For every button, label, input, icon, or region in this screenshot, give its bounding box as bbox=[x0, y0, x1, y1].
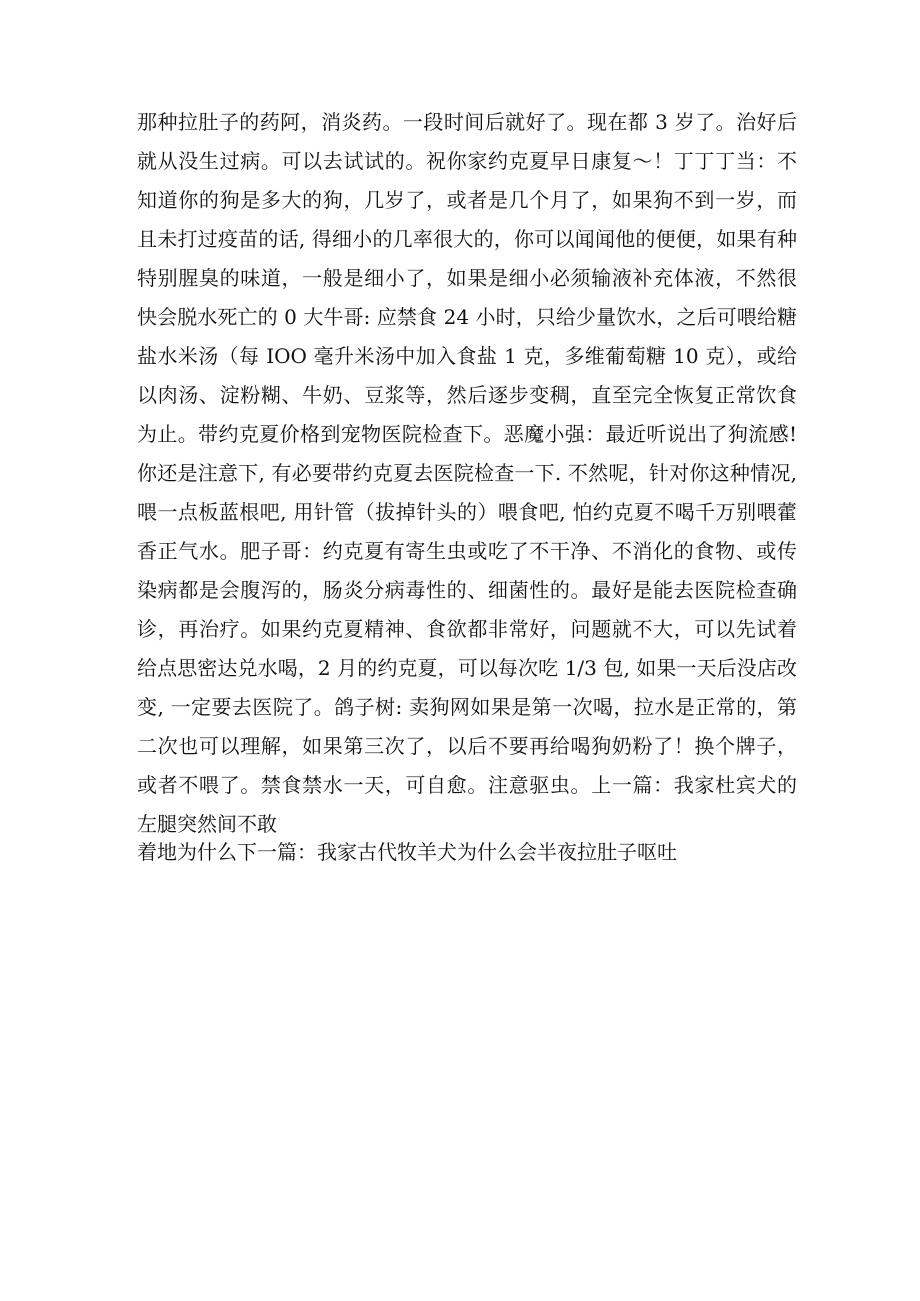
text-line: 染病都是会腹泻的，肠炎分病毒性的、细菌性的。最好是能去医院检查确 bbox=[137, 578, 797, 602]
text-line: 为止。带约克夏价格到宠物医院检查下。恶魔小强：最近听说出了狗流感! bbox=[137, 422, 797, 446]
text-line: 那种拉肚子的药阿，消炎药。一段时间后就好了。现在都 3 岁了。治好后 bbox=[137, 110, 797, 134]
text-line: 二次也可以理解，如果第三次了，以后不要再给喝狗奶粉了！换个牌子， bbox=[137, 734, 797, 758]
text-line: 特别腥臭的味道，一般是细小了，如果是细小必须输液补充体液，不然很 bbox=[137, 266, 797, 290]
text-line: 变, 一定要去医院了。鸽子树: 卖狗网如果是第一次喝，拉水是正常的，第 bbox=[137, 695, 797, 719]
text-line: 喂一点板蓝根吧, 用针管（拔掉针头的）喂食吧, 怕约克夏不喝千万别喂藿 bbox=[137, 500, 797, 524]
text-line: 且未打过疫苗的话, 得细小的几率很大的，你可以闻闻他的便便，如果有种 bbox=[137, 227, 797, 251]
text-line: 香正气水。肥子哥：约克夏有寄生虫或吃了不干净、不消化的食物、或传 bbox=[137, 539, 797, 563]
text-line: 盐水米汤（每 IOO 毫升米汤中加入食盐 1 克，多维葡萄糖 10 克），或给 bbox=[137, 344, 797, 368]
text-line: 以肉汤、淀粉糊、牛奶、豆浆等，然后逐步变稠，直至完全恢复正常饮食 bbox=[137, 383, 797, 407]
text-line: 左腿突然间不敢 bbox=[137, 812, 277, 836]
text-line: 快会脱水死亡的 0 大牛哥: 应禁食 24 小时，只给少量饮水，之后可喂给糖 bbox=[137, 305, 797, 329]
text-line: 知道你的狗是多大的狗，几岁了，或者是几个月了，如果狗不到一岁，而 bbox=[137, 188, 797, 212]
text-line: 给点思密达兑水喝，2 月的约克夏，可以每次吃 1/3 包, 如果一天后没店改 bbox=[137, 656, 797, 680]
text-line: 你还是注意下, 有必要带约克夏去医院检查一下. 不然呢，针对你这种情况, bbox=[137, 461, 797, 485]
text-line: 或者不喂了。禁食禁水一天，可自愈。注意驱虫。上一篇：我家杜宾犬的 bbox=[137, 773, 797, 797]
text-line: 着地为什么下一篇：我家古代牧羊犬为什么会半夜拉肚子呕吐 bbox=[137, 840, 677, 864]
text-line: 就从没生过病。可以去试试的。祝你家约克夏早日康复～！丁丁丁当：不 bbox=[137, 149, 797, 173]
text-line: 诊，再治疗。如果约克夏精神、食欲都非常好，问题就不大，可以先试着 bbox=[137, 617, 797, 641]
body-text bbox=[137, 112, 797, 881]
